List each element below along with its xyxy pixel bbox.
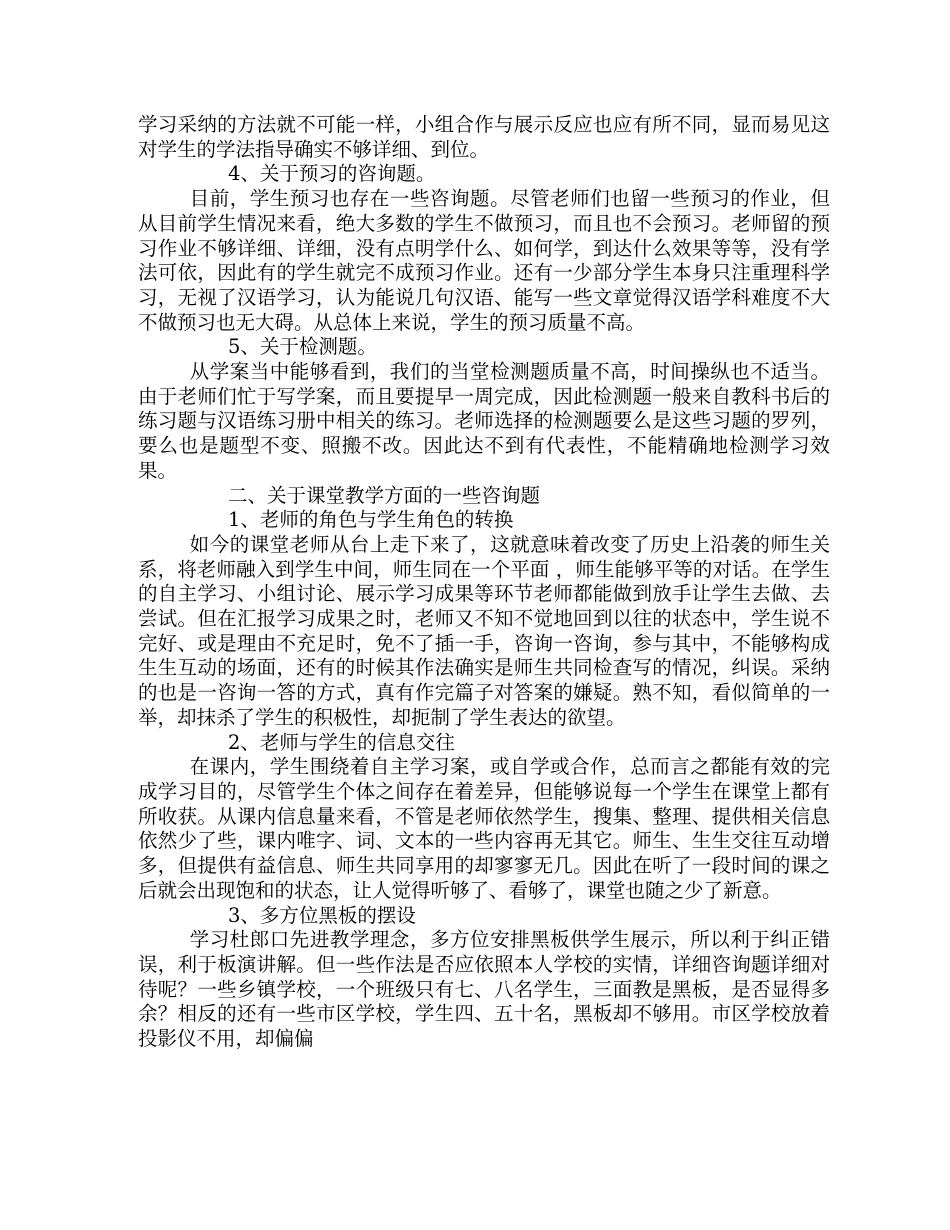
heading-section-two: 二、关于课堂教学方面的一些咨询题 (228, 483, 541, 507)
heading-preview-issue: 4、关于预习的咨询题。 (228, 162, 436, 186)
paragraph-test: 从学案当中能够看到，我们的当堂检测题质量不高，时间操纵也不适当。由于老师们忙于写学案，而且要提早一周完成，因此检测题一般来自教科书后的练习题与汉语练习册中相关的练习。老师选择的检测题要么是这些习题的罗列，要么也是题型不变、照搬不改。因此达不到有代表性，不能精确地检测学习效果。 (138, 360, 830, 482)
paragraph-info-exchange: 在课内，学生围绕着自主学习案，或自学或合作，总而言之都能有效的完成学习目的，尽管学生个体之间存在着差异，但能够说每一个学生在课堂上都有所收获。从课内信息量来看，不管是老师依然学生，搜集、整理、提供相关信息依然少了些，课内唯字、词、文本的一些内容再无其它。师生、生生交往互动增多，但提供有益信息、师生共同享用的却寥寥无几。因此在听了一段时间的课之后就会出现饱和的状态，让人觉得听够了、看够了，课堂也随之少了新意。 (138, 755, 830, 902)
paragraph-preview: 目前，学生预习也存在一些咨询题。尽管老师们也留一些预习的作业，但从目前学生情况来看，绝大多数的学生不做预习，而且也不会预习。老师留的预习作业不够详细、详细，没有点明学什么、如何学，到达什么效果等等，没有学法可依，因此有的学生就完不成预习作业。还有一少部分学生本身只注重理科学习，无视了汉语学习，认为能说几句汉语、能写一些文章觉得汉语学科难度不大不做预习也无大碍。从总体上来说，学生的预习质量不高。 (138, 187, 830, 334)
heading-info-exchange: 2、老师与学生的信息交往 (228, 730, 455, 754)
paragraph-role-change: 如今的课堂老师从台上走下来了，这就意味着改变了历史上沿袭的师生关系，将老师融入到学生中间，师生同在一个平面 ，师生能够平等的对话。在学生的自主学习、小组讨论、展示学习成果等环节老师都能做到放手让学生去做、去尝试。但在汇报学习成果之时，老师又不知不觉地回到以往的状态中，学生说不完好、或是理由不充足时，免不了插一手，咨询一咨询，参与其中，不能够构成生生互动的场面，还有的时候其作法确实是师生共同检查写的情况，纠误。采纳的也是一咨询一答的方式，真有作完篇子对答案的嫌疑。熟不知，看似简单的一举，却抹杀了学生的积极性，却扼制了学生表达的欲望。 (138, 532, 830, 729)
heading-role-change: 1、老师的角色与学生角色的转换 (228, 508, 514, 532)
heading-blackboard: 3、多方位黑板的摆设 (228, 903, 416, 927)
heading-test-issue: 5、关于检测题。 (228, 335, 377, 359)
paragraph-blackboard: 学习杜郎口先进教学理念，多方位安排黑板供学生展示，所以利于纠正错误，利于板演讲解。但一些作法是否应依照本人学校的实情，详细咨询题详细对待呢？一些乡镇学校，一个班级只有七、八名学生，三面教是黑板，是否显得多余？相反的还有一些市区学校，学生四、五十名，黑板却不够用。市区学校放着投影仪不用，却偏偏 (138, 928, 830, 1051)
document-page (138, 113, 830, 1052)
paragraph-intro: 学习采纳的方法就不可能一样，小组合作与展示反应也应有所不同，显而易见这对学生的学法指导确实不够详细、到位。 (138, 113, 830, 161)
